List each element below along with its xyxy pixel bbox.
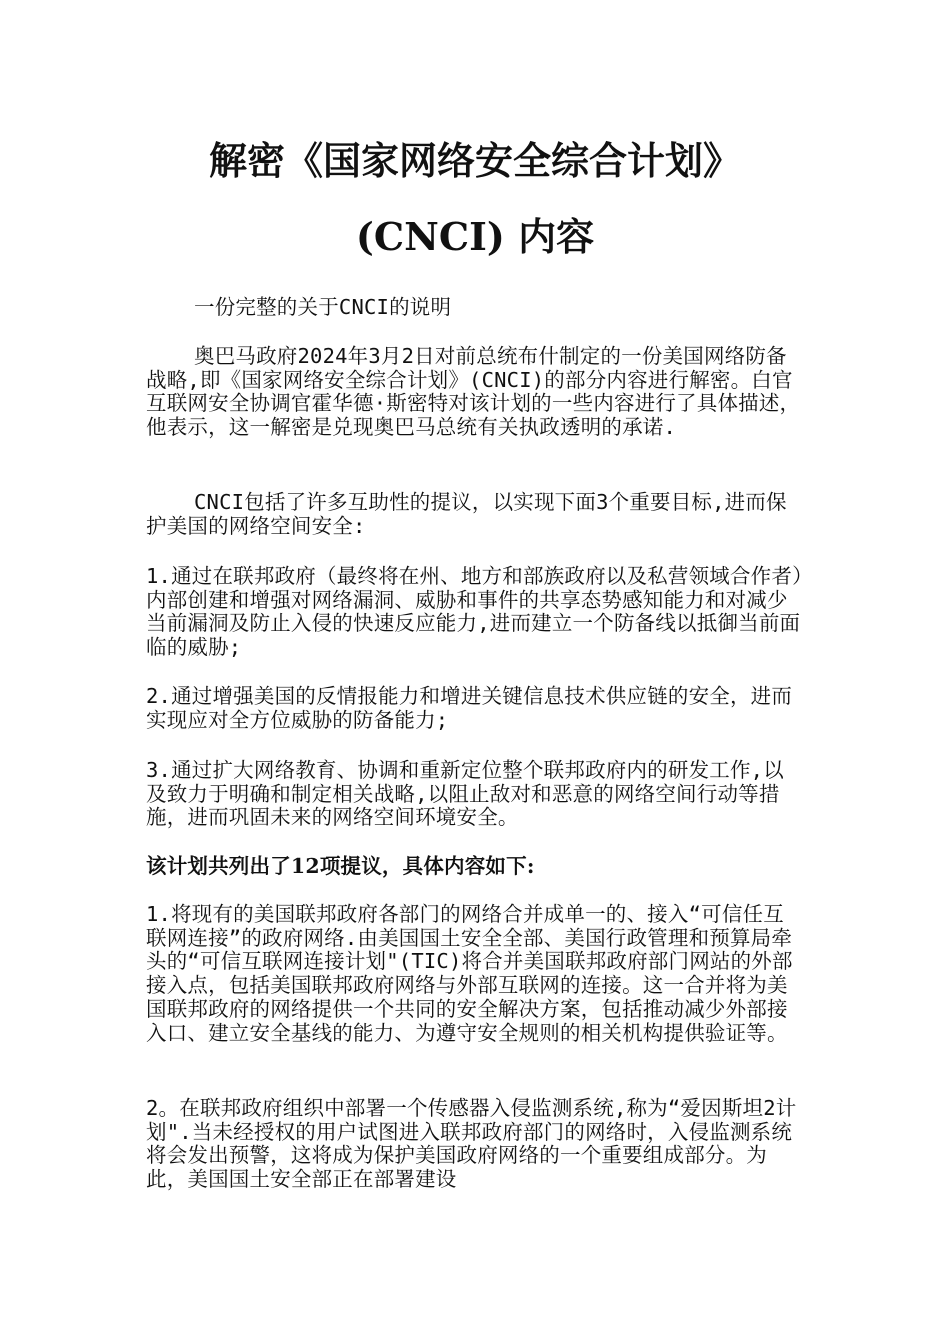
paragraph-proposal-2: 2。在联邦政府组织中部署一个传感器入侵监测系统,称为“爱因斯坦2计划".当未经授权的用户试图进入联邦政府部门的网络时，入侵监测系统将会发出预警，这将成为保护美国政府网络的一个重要组成部分。为此，美国国土安全部正在部署建设 (146, 1096, 797, 1192)
paragraph-goal-3: 3.通过扩大网络教育、协调和重新定位整个联邦政府内的研发工作,以及致力于明确和制定相关战略,以阻止敌对和恶意的网络空间行动等措施，进而巩固未来的网络空间环境安全。 (146, 758, 784, 830)
proposals-heading: 该计划共列出了12项提议，具体内容如下: (146, 854, 535, 878)
document-title-line-2: (CNCI) 内容 (355, 214, 595, 259)
paragraph-goals-intro: CNCI包括了许多互助性的提议，以实现下面3个重要目标,进而保护美国的网络空间安全: (146, 490, 787, 538)
paragraph-goal-2: 2.通过增强美国的反情报能力和增进关键信息技术供应链的安全，进而实现应对全方位威胁的防备能力; (146, 684, 793, 732)
document-subtitle: 一份完整的关于CNCI的说明 (194, 295, 452, 319)
paragraph-goal-1: 1.通过在联邦政府（最终将在州、地方和部族政府以及私营领域合作者）内部创建和增强对网络漏洞、威胁和事件的共享态势感知能力和对减少当前漏洞及防止入侵的快速反应能力,进而建立一个防备线以抵御当前面临的威胁; (146, 564, 803, 660)
document-title-line-1: 解密《国家网络安全综合计划》 (208, 138, 741, 183)
paragraph-proposal-1: 1.将现有的美国联邦政府各部门的网络合并成单一的、接入“可信任互联网连接”的政府网络.由美国国土安全全部、美国行政管理和预算局牵头的“可信互联网连接计划"(TIC)将合并美国联邦政府部门网站的外部接入点，包括美国联邦政府网络与外部互联网的连接。这一合并将为美国联邦政府的网络提供一个共同的安全解决方案，包括推动减少外部接入口、建立安全基线的能力、为遵守安全规则的相关机构提供验证等。 (146, 902, 793, 1045)
paragraph-intro: 奥巴马政府2024年3月2日对前总统布什制定的一份美国网络防备战略,即《国家网络安全综合计划》(CNCI)的部分内容进行解密。白官互联网安全协调官霍华德·斯密特对该计划的一些内容进行了具体描述，他表示，这一解密是兑现奥巴马总统有关执政透明的承诺. (146, 344, 801, 440)
